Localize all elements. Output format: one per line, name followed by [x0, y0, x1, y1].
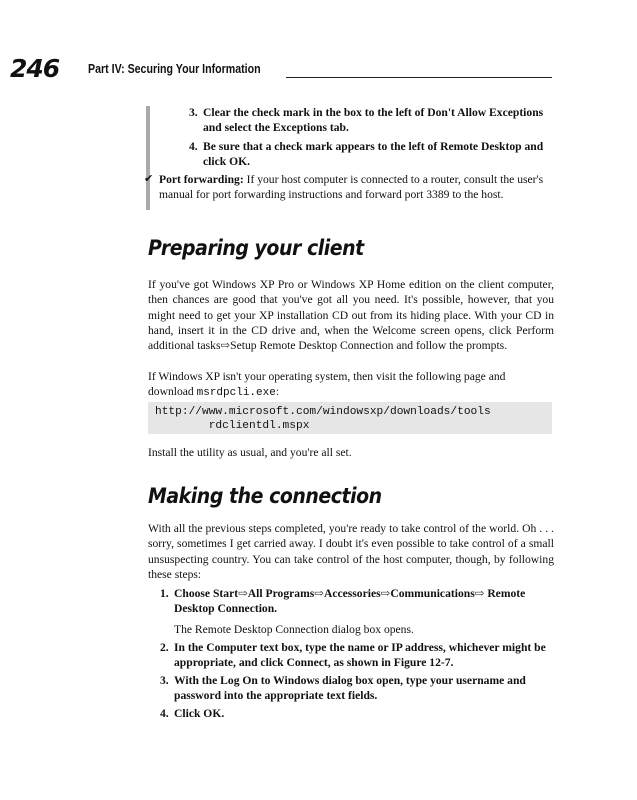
list-item [160, 640, 549, 671]
bullet-term: Port forwarding: [159, 173, 244, 186]
step-number: 2. [160, 641, 169, 654]
code-line: rdclientdl.mspx [155, 420, 310, 432]
code-line: http://www.microsoft.com/windowsxp/downloads/tools [155, 406, 491, 418]
list-item [160, 673, 549, 704]
check-mark-icon: ✔ [144, 173, 154, 185]
step-number: 3. [160, 674, 169, 687]
step-text: Choose Start⇨All Programs⇨Accessories⇨Communications⇨ Remote Desktop Connection. [174, 587, 526, 616]
paragraph: Install the utility as usual, and you're all set. [148, 446, 352, 459]
list-item [160, 706, 549, 721]
text: If Windows XP isn't your operating system, then visit the following page and download [148, 370, 506, 399]
step-number: 4. [160, 707, 169, 720]
list-item [189, 139, 553, 170]
inline-code: msrdpcli.exe [196, 387, 276, 400]
step-text: In the Computer text box, type the name or IP address, whichever might be appropriate, and click Connect, as shown in Figure 12-7. [174, 641, 546, 670]
list-item [160, 586, 549, 617]
step-note: The Remote Desktop Connection dialog box opens. [174, 623, 414, 636]
running-header-title: Part IV: Securing Your Information [88, 62, 261, 76]
paragraph: If you've got Windows XP Pro or Windows XP Home edition on the client computer, then chances are good that you've got all you need. It's possible, however, that you might need to get your XP installation CD out from its hiding place. With your CD in hand, insert it in the CD drive and, when the Welcome screen opens, click Perform additional tasks⇨Setup Remote Desktop Connection and follow the prompts. [148, 278, 554, 353]
text: : [275, 385, 280, 399]
bullet-item [144, 172, 555, 203]
page-number: 246 [10, 54, 60, 83]
code-block [148, 402, 552, 434]
step-number: 3. [189, 106, 198, 119]
paragraph: With all the previous steps completed, you're ready to take control of the world. Oh . . . sorry, sometimes I get carried away. I doubt it's even possible to take control of a small unsuspecting country. You can take control of the host computer, though, by following these steps: [148, 522, 554, 581]
list-item [189, 105, 553, 136]
header-rule [286, 77, 552, 78]
step-text: Click OK. [174, 707, 225, 720]
bullet-text: If your host computer is connected to a router, consult the user's manual for port forwarding instructions and forward port 3389 to the host. [159, 173, 544, 202]
step-text: Be sure that a check mark appears to the left of Remote Desktop and click OK. [203, 140, 544, 169]
step-number: 1. [160, 587, 169, 600]
step-number: 4. [189, 140, 198, 153]
step-text: With the Log On to Windows dialog box open, type your username and password into the appropriate text fields. [174, 674, 526, 703]
sidebar-bar [146, 106, 150, 210]
paragraph [148, 369, 554, 402]
section-heading: Preparing your client [148, 236, 364, 260]
section-heading: Making the connection [148, 484, 382, 508]
step-text: Clear the check mark in the box to the left of Don't Allow Exceptions and select the Exceptions tab. [203, 106, 544, 135]
